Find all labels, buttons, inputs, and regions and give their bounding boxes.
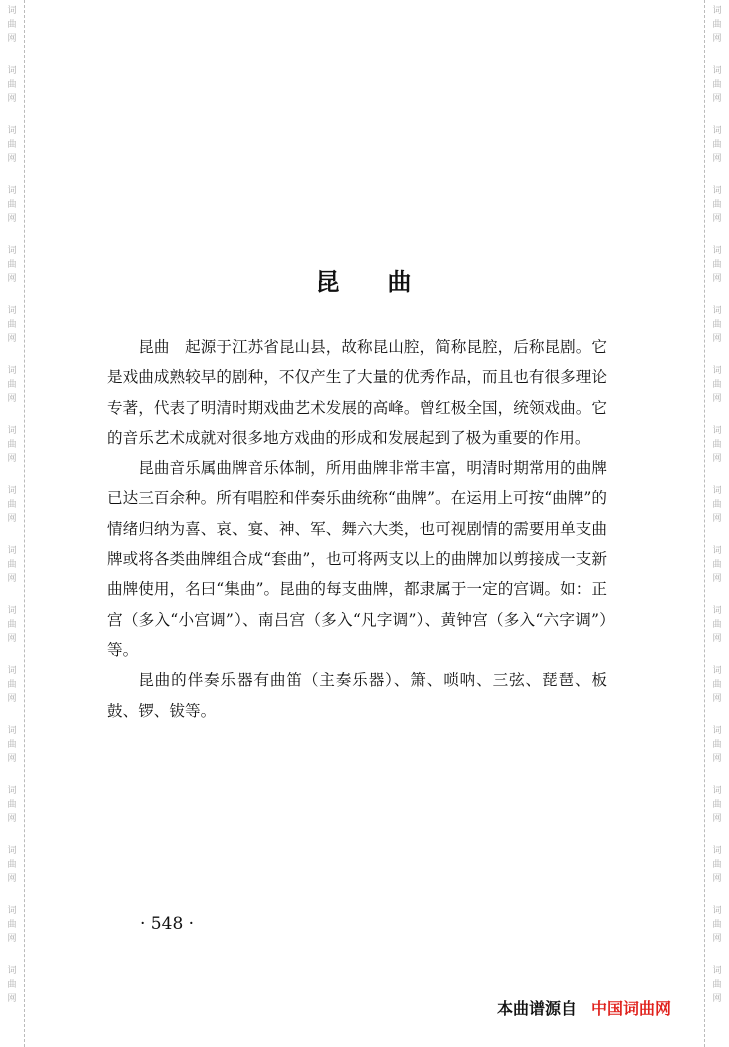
watermark-char: 词 (712, 546, 722, 556)
watermark-group (705, 664, 729, 706)
watermark-char: 网 (712, 814, 722, 824)
watermark-char: 网 (7, 994, 17, 1004)
watermark-char: 网 (7, 34, 17, 44)
watermark-char: 词 (7, 906, 17, 916)
watermark-char: 词 (7, 666, 17, 676)
watermark-char: 曲 (712, 800, 722, 810)
watermark-char: 网 (7, 274, 17, 284)
watermark-group (705, 844, 729, 886)
watermark-char: 网 (712, 574, 722, 584)
watermark-char: 曲 (7, 740, 17, 750)
watermark-group (0, 724, 24, 766)
source-label: 本曲谱源自 (497, 999, 578, 1018)
watermark-char: 曲 (712, 320, 722, 330)
watermark-char: 词 (7, 126, 17, 136)
watermark-char: 网 (712, 274, 722, 284)
watermark-char: 曲 (712, 980, 722, 990)
watermark-group (705, 4, 729, 46)
watermark-char: 曲 (712, 560, 722, 570)
watermark-char: 词 (7, 546, 17, 556)
watermark-group (0, 664, 24, 706)
watermark-group (0, 544, 24, 586)
watermark-char: 词 (712, 66, 722, 76)
watermark-char: 网 (712, 934, 722, 944)
watermark-group (0, 424, 24, 466)
watermark-char: 网 (7, 934, 17, 944)
watermark-char: 曲 (712, 380, 722, 390)
watermark-char: 网 (7, 214, 17, 224)
watermark-group (0, 784, 24, 826)
watermark-char: 曲 (712, 260, 722, 270)
watermark-char: 词 (712, 906, 722, 916)
watermark-char: 网 (712, 994, 722, 1004)
watermark-group (705, 784, 729, 826)
watermark-char: 网 (712, 394, 722, 404)
watermark-char: 曲 (712, 500, 722, 510)
watermark-char: 网 (712, 214, 722, 224)
watermark-group (705, 64, 729, 106)
watermark-char: 曲 (712, 620, 722, 630)
watermark-char: 网 (7, 394, 17, 404)
watermark-char: 网 (712, 154, 722, 164)
watermark-char: 词 (7, 66, 17, 76)
watermark-char: 词 (712, 6, 722, 16)
watermark-char: 词 (7, 6, 17, 16)
watermark-char: 词 (712, 186, 722, 196)
watermark-group (0, 604, 24, 646)
paragraph-3: 昆曲的伴奏乐器有曲笛（主奏乐器）、箫、唢呐、三弦、琵琶、板鼓、锣、钹等。 (107, 671, 607, 720)
watermark-char: 网 (7, 154, 17, 164)
watermark-char: 网 (7, 574, 17, 584)
watermark-char: 词 (712, 306, 722, 316)
watermark-char: 词 (7, 726, 17, 736)
watermark-group (705, 904, 729, 946)
watermark-char: 词 (7, 486, 17, 496)
watermark-group (705, 304, 729, 346)
watermark-group (705, 724, 729, 766)
watermark-char: 曲 (7, 440, 17, 450)
watermark-char: 曲 (7, 860, 17, 870)
watermark-char: 曲 (7, 80, 17, 90)
watermark-char: 网 (7, 454, 17, 464)
watermark-group (0, 124, 24, 166)
watermark-char: 词 (7, 426, 17, 436)
watermark-char: 曲 (712, 200, 722, 210)
watermark-char: 曲 (7, 260, 17, 270)
watermark-group (705, 484, 729, 526)
watermark-char: 网 (712, 874, 722, 884)
watermark-char: 曲 (7, 800, 17, 810)
watermark-char: 网 (712, 454, 722, 464)
watermark-group (0, 304, 24, 346)
watermark-char: 词 (712, 966, 722, 976)
watermark-char: 词 (712, 126, 722, 136)
watermark-char: 网 (712, 754, 722, 764)
watermark-char: 曲 (712, 140, 722, 150)
watermark-char: 网 (7, 874, 17, 884)
watermark-char: 曲 (7, 980, 17, 990)
watermark-char: 网 (712, 34, 722, 44)
watermark-char: 曲 (712, 20, 722, 30)
watermark-group (0, 844, 24, 886)
watermark-char: 网 (7, 94, 17, 104)
watermark-group (0, 4, 24, 46)
watermark-char: 曲 (712, 860, 722, 870)
watermark-char: 词 (7, 966, 17, 976)
watermark-char: 词 (7, 846, 17, 856)
watermark-char: 词 (712, 726, 722, 736)
watermark-group (0, 64, 24, 106)
watermark-char: 曲 (7, 200, 17, 210)
watermark-char: 词 (712, 786, 722, 796)
watermark-char: 词 (712, 606, 722, 616)
watermark-char: 曲 (7, 560, 17, 570)
paragraph-2: 昆曲音乐属曲牌音乐体制，所用曲牌非常丰富，明清时期常用的曲牌已达三百余种。所有唱腔和伴奏乐曲统称“曲牌”。在运用上可按“曲牌”的情绪归纳为喜、哀、宴、神、军、舞六大类，也可视剧情的需要用单支曲牌或将各类曲牌组合成“套曲”，也可将两支以上的曲牌加以剪接成一支新曲牌使用，名曰“集曲”。昆曲的每支曲牌，都隶属于一定的宫调。如：正宫（多入“小宫调”）、南吕宫（多入“凡字调”）、黄钟宫（多入“六字调”）等。 (107, 459, 607, 659)
left-watermark-strip (0, 0, 25, 1047)
title-char-1: 昆 (315, 267, 342, 297)
watermark-char: 网 (7, 814, 17, 824)
watermark-char: 词 (712, 666, 722, 676)
watermark-char: 曲 (7, 680, 17, 690)
watermark-char: 曲 (7, 20, 17, 30)
watermark-char: 网 (712, 634, 722, 644)
source-note (497, 996, 671, 1019)
watermark-char: 曲 (7, 620, 17, 630)
watermark-char: 词 (7, 246, 17, 256)
watermark-char: 词 (712, 486, 722, 496)
watermark-group (0, 184, 24, 226)
watermark-group (705, 544, 729, 586)
watermark-char: 网 (712, 514, 722, 524)
right-watermark-strip (704, 0, 729, 1047)
watermark-char: 曲 (7, 920, 17, 930)
watermark-group (705, 424, 729, 466)
watermark-char: 网 (7, 514, 17, 524)
watermark-char: 网 (7, 754, 17, 764)
watermark-char: 曲 (712, 440, 722, 450)
watermark-char: 曲 (7, 140, 17, 150)
watermark-group (0, 904, 24, 946)
watermark-char: 网 (712, 694, 722, 704)
watermark-char: 词 (7, 366, 17, 376)
watermark-char: 曲 (712, 80, 722, 90)
watermark-group (0, 484, 24, 526)
watermark-group (705, 124, 729, 166)
watermark-group (705, 184, 729, 226)
article-body (107, 332, 607, 726)
watermark-char: 词 (7, 306, 17, 316)
watermark-char: 网 (712, 94, 722, 104)
watermark-char: 词 (7, 786, 17, 796)
watermark-char: 曲 (7, 320, 17, 330)
watermark-char: 曲 (7, 500, 17, 510)
watermark-char: 曲 (7, 380, 17, 390)
watermark-group (705, 604, 729, 646)
watermark-group (705, 964, 729, 1006)
watermark-group (0, 964, 24, 1006)
watermark-char: 网 (712, 334, 722, 344)
watermark-char: 词 (7, 606, 17, 616)
watermark-char: 曲 (712, 680, 722, 690)
watermark-char: 网 (7, 334, 17, 344)
watermark-group (0, 364, 24, 406)
watermark-group (705, 364, 729, 406)
watermark-char: 网 (7, 634, 17, 644)
title-char-2: 曲 (387, 267, 414, 297)
watermark-char: 词 (712, 246, 722, 256)
source-site-link[interactable]: 中国词曲网 (591, 999, 672, 1018)
paragraph-1: 昆曲 起源于江苏省昆山县，故称昆山腔，简称昆腔，后称昆剧。它是戏曲成熟较早的剧种，不仅产生了大量的优秀作品，而且也有很多理论专著，代表了明清时期戏曲艺术发展的高峰。曾红极全国，统领戏曲。它的音乐艺术成就对很多地方戏曲的形成和发展起到了极为重要的作用。 (107, 338, 607, 447)
watermark-char: 曲 (712, 920, 722, 930)
watermark-char: 词 (7, 186, 17, 196)
watermark-char: 词 (712, 846, 722, 856)
watermark-char: 网 (7, 694, 17, 704)
page-title (0, 262, 729, 297)
page-number: · 548 · (140, 914, 195, 934)
watermark-char: 词 (712, 426, 722, 436)
watermark-char: 词 (712, 366, 722, 376)
watermark-char: 曲 (712, 740, 722, 750)
